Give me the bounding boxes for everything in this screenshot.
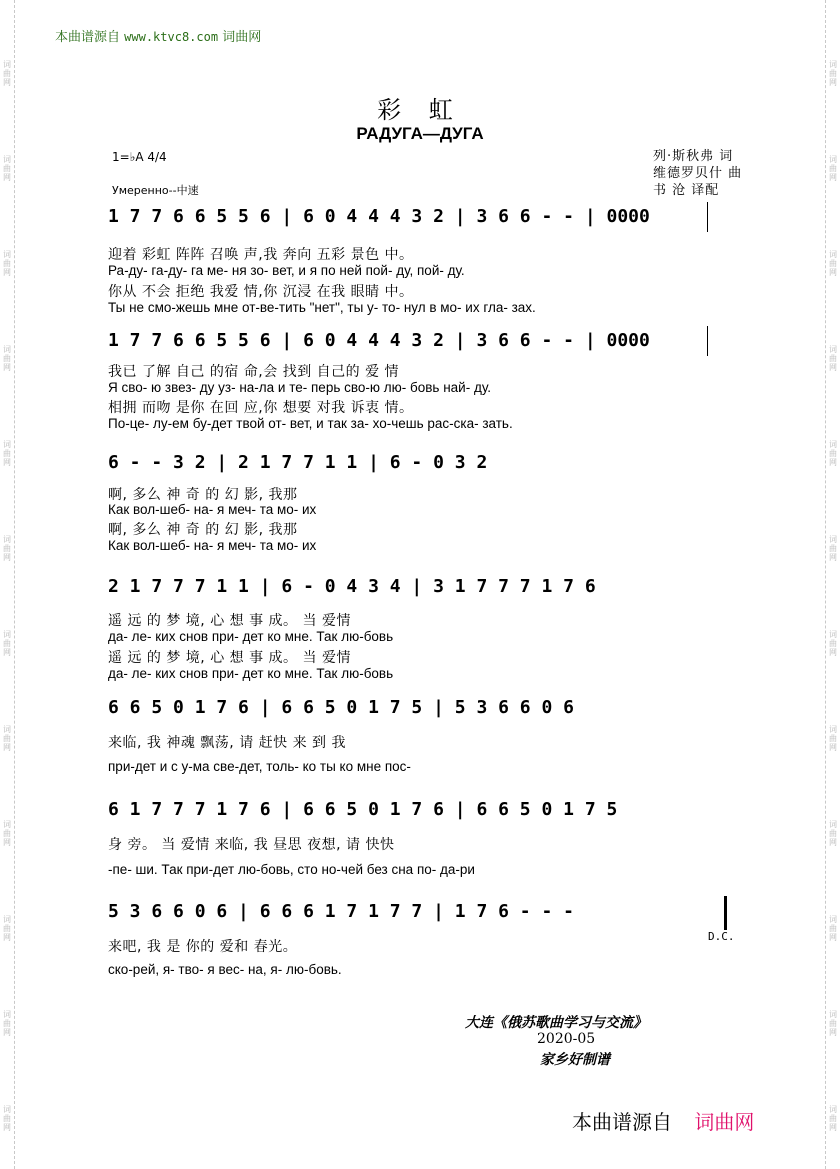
watermark-text: 词 曲 网 [829, 820, 837, 847]
arrangement-date: 2020-05 [537, 1031, 596, 1047]
lyrics-line-7-1: 来吧, 我 是 你的 爱和 春光。 [108, 939, 298, 955]
watermark-text: 词 曲 网 [829, 725, 837, 752]
watermark-text: 词 曲 网 [829, 155, 837, 182]
watermark-text: 词 曲 网 [829, 1105, 837, 1132]
key-signature: 1=♭A 4/4 [112, 150, 167, 164]
watermark-text: 词 曲 网 [3, 345, 11, 372]
tempo-marking: Умеренно--中速 [112, 184, 199, 197]
watermark-text: 词 曲 网 [829, 345, 837, 372]
arranger-source: 大连《俄苏歌曲学习与交流》 [465, 1015, 647, 1031]
lyrics-line-4-4: да- ле- ких снов при- дет ко мне. Так лю-бовь [108, 666, 394, 681]
lyrics-line-1-3: 你从 不会 拒绝 我爱 情,你 沉浸 在我 眼睛 中。 [108, 284, 414, 300]
song-subtitle: РАДУГА—ДУГА [356, 124, 484, 143]
notation-line-5: 6 6 5 0 1 7 6 | 6 6 5 0 1 7 5 | 5 3 6 6 0 6 [108, 697, 574, 718]
final-barline [724, 896, 727, 930]
lyrics-line-3-2: Как вол-шеб- на- я меч- та мо- их [108, 502, 317, 517]
lyrics-line-2-1: 我已 了解 自己 的宿 命,会 找到 自己的 爱 情 [108, 364, 400, 380]
notation-line-2: 1 7 7 6 6 5 5 6 | 6 0 4 4 4 3 2 | 3 6 6 - - | 0000 [108, 330, 650, 351]
arranger-name: 家乡好制谱 [540, 1052, 610, 1068]
watermark-text: 词 曲 网 [829, 630, 837, 657]
source-site-header[interactable] [55, 26, 261, 45]
notation-line-6: 6 1 7 7 7 1 7 6 | 6 6 5 0 1 7 6 | 6 6 5 0 1 7 5 [108, 799, 618, 820]
translator-credit: 书 沧 译配 [653, 183, 720, 198]
notation-line-1: 1 7 7 6 6 5 5 6 | 6 0 4 4 4 3 2 | 3 6 6 - - | 0000 [108, 206, 650, 227]
composer-credit: 维德罗贝什 曲 [653, 166, 743, 181]
lyrics-line-3-4: Как вол-шеб- на- я меч- та мо- их [108, 538, 317, 553]
watermark-text: 词 曲 网 [829, 60, 837, 87]
watermark-text: 词 曲 网 [3, 1105, 11, 1132]
lyrics-line-2-3: 相拥 而吻 是你 在回 应,你 想要 对我 诉衷 情。 [108, 400, 414, 416]
watermark-text: 词 曲 网 [3, 820, 11, 847]
site-text: 本曲谱源自 [55, 30, 121, 45]
site-url[interactable]: www.ktvc8.com [124, 30, 219, 44]
watermark-text: 词 曲 网 [3, 250, 11, 277]
footer-text: 本曲谱源自 [572, 1110, 672, 1134]
footer-source[interactable] [572, 1106, 754, 1135]
watermark-text: 词 曲 网 [829, 1010, 837, 1037]
watermark-text: 词 曲 网 [3, 725, 11, 752]
footer-brand[interactable]: 词曲网 [694, 1110, 755, 1134]
lyrics-line-4-2: да- ле- ких снов при- дет ко мне. Так лю-бовь [108, 629, 394, 644]
watermark-text: 词 曲 网 [3, 535, 11, 562]
watermark-text: 词 曲 网 [829, 915, 837, 942]
lyricist-credit: 列·斯秋弗 词 [653, 149, 734, 164]
notation-line-4: 2 1 7 7 7 1 1 | 6 - 0 4 3 4 | 3 1 7 7 7 1 7 6 [108, 576, 596, 597]
notation-line-3: 6 - - 3 2 | 2 1 7 7 1 1 | 6 - 0 3 2 [108, 452, 488, 473]
barline [707, 202, 708, 232]
watermark-text: 词 曲 网 [829, 250, 837, 277]
site-suffix: 词曲网 [222, 30, 262, 45]
lyrics-line-3-3: 啊, 多么 神 奇 的 幻 影, 我那 [108, 522, 298, 538]
lyrics-line-5-2: при-дет и с у-ма све-дет, толь- ко ты ко мне пос- [108, 759, 411, 774]
lyrics-line-7-2: ско-рей, я- тво- я вес- на, я- лю-бовь. [108, 962, 342, 977]
lyrics-line-1-1: 迎着 彩虹 阵阵 召唤 声,我 奔向 五彩 景色 中。 [108, 247, 414, 263]
watermark-text: 词 曲 网 [3, 915, 11, 942]
barline [707, 326, 708, 356]
da-capo-mark: D.C. [708, 930, 735, 943]
watermark-text: 词 曲 网 [829, 535, 837, 562]
lyrics-line-6-2: -пе- ши. Так при-дет лю-бовь, сто но-чей без сна по- да-ри [108, 862, 475, 877]
lyrics-line-1-2: Ра-ду- га-ду- га ме- ня зо- вет, и я по ней пой- ду, пой- ду. [108, 263, 465, 278]
watermark-text: 词 曲 网 [3, 60, 11, 87]
watermark-text: 词 曲 网 [3, 440, 11, 467]
song-title: 彩 虹 [377, 96, 463, 124]
right-watermark-strip [825, 0, 840, 1169]
notation-line-7: 5 3 6 6 0 6 | 6 6 6 1 7 1 7 7 | 1 7 6 - - - [108, 901, 574, 922]
lyrics-line-1-4: Ты не смо-жешь мне от-ве-тить "нет", ты у- то- нул в мо- их гла- зах. [108, 300, 536, 315]
left-watermark-strip [0, 0, 15, 1169]
lyrics-line-3-1: 啊, 多么 神 奇 的 幻 影, 我那 [108, 487, 298, 503]
watermark-text: 词 曲 网 [3, 1010, 11, 1037]
lyrics-line-4-3: 遥 远 的 梦 境, 心 想 事 成。 当 爱情 [108, 650, 351, 666]
lyrics-line-4-1: 遥 远 的 梦 境, 心 想 事 成。 当 爱情 [108, 613, 351, 629]
lyrics-line-6-1: 身 旁。 当 爱情 来临, 我 昼思 夜想, 请 快快 [108, 837, 395, 853]
lyrics-line-2-4: По-це- лу-ем бу-дет твой от- вет, и так за- хо-чешь рас-ска- зать. [108, 416, 513, 431]
lyrics-line-2-2: Я сво- ю звез- ду уз- на-ла и те- перь сво-ю лю- бовь най- ду. [108, 380, 491, 395]
watermark-text: 词 曲 网 [829, 440, 837, 467]
lyrics-line-5-1: 来临, 我 神魂 飘荡, 请 赶快 来 到 我 [108, 735, 347, 751]
watermark-text: 词 曲 网 [3, 630, 11, 657]
watermark-text: 词 曲 网 [3, 155, 11, 182]
